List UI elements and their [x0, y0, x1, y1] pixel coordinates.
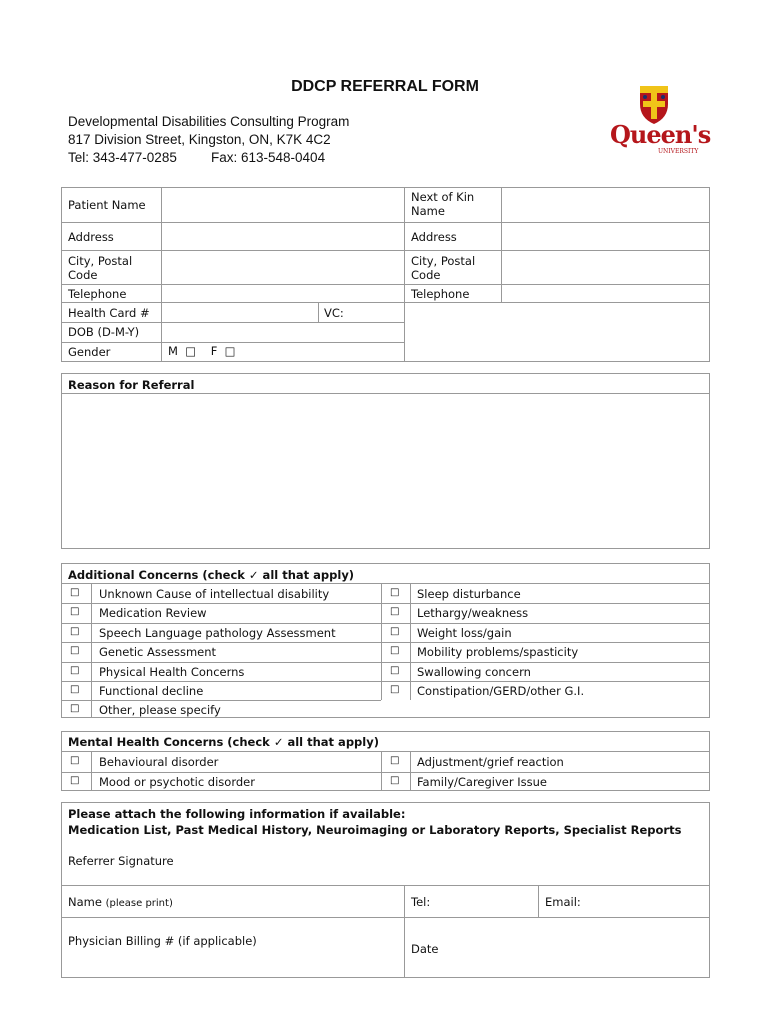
checkbox[interactable]: □	[70, 684, 80, 695]
checkbox[interactable]: □	[390, 625, 400, 637]
attach-instruction: Please attach the following information if available:	[68, 807, 406, 821]
checkbox[interactable]: □	[70, 645, 80, 657]
vc-label: VC:	[324, 306, 344, 320]
patient-telephone-label: Telephone	[68, 287, 127, 301]
checkbox[interactable]: □	[70, 755, 80, 766]
concern-item-label: Genetic Assessment	[99, 645, 217, 660]
org-address: 817 Division Street, Kingston, ON, K7K 4C2	[68, 132, 331, 147]
patient-city-field[interactable]	[163, 252, 402, 283]
reason-text-area[interactable]	[63, 395, 708, 547]
concern-item-label: Lethargy/weakness	[417, 606, 529, 621]
checkbox[interactable]: □	[70, 703, 80, 715]
logo-wordmark: Queen's	[610, 120, 711, 149]
date-label: Date	[411, 942, 439, 956]
health-card-field[interactable]	[163, 304, 316, 321]
attach-documents-list: Medication List, Past Medical History, Neuroimaging or Laboratory Reports, Specialist Reports	[68, 823, 682, 837]
kin-address-label: Address	[411, 230, 457, 244]
tel-label: Tel:	[411, 895, 431, 909]
date-field[interactable]	[450, 920, 708, 976]
kin-telephone-field[interactable]	[503, 286, 708, 301]
concern-item-label: Physical Health Concerns	[99, 664, 245, 679]
queens-logo	[610, 80, 710, 160]
kin-city-field[interactable]	[503, 252, 708, 283]
gender-checkboxes[interactable]: M □ F □	[168, 344, 236, 358]
kin-name-field[interactable]	[503, 189, 708, 221]
checkbox[interactable]: □	[390, 774, 400, 786]
health-card-label: Health Card #	[68, 306, 150, 320]
org-name: Developmental Disabilities Consulting Program	[68, 114, 350, 129]
patient-address-label: Address	[68, 230, 114, 244]
checkbox[interactable]: □	[390, 684, 400, 695]
checkbox[interactable]: □	[390, 606, 400, 618]
referrer-signature-label: Referrer Signature	[68, 854, 174, 868]
concern-item-label: Unknown Cause of intellectual disability	[99, 587, 330, 601]
kin-city-label: City, Postal Code	[411, 254, 476, 282]
checkbox[interactable]: □	[70, 774, 80, 786]
concern-item-label: Speech Language pathology Assessment	[99, 625, 336, 640]
patient-address-field[interactable]	[163, 224, 402, 249]
referrer-name-field[interactable]	[180, 887, 402, 916]
concern-item-label: Adjustment/grief reaction	[417, 755, 564, 769]
patient-name-field[interactable]	[163, 189, 402, 221]
checkbox[interactable]: □	[390, 645, 400, 657]
org-tel: Tel: 343-477-0285	[68, 150, 177, 165]
name-label-hint: (please print)	[105, 898, 173, 909]
page-title: DDCP REFERRAL FORM	[291, 78, 479, 95]
referrer-name-label	[68, 895, 173, 911]
checkbox[interactable]: □	[70, 664, 80, 676]
logo-subtext: UNIVERSITY	[658, 148, 699, 155]
checkbox[interactable]: □	[390, 755, 400, 766]
concern-item-label: Mobility problems/spasticity	[417, 645, 579, 660]
tel-field[interactable]	[440, 887, 536, 916]
concern-item-label: Weight loss/gain	[417, 625, 512, 640]
patient-name-label: Patient Name	[68, 198, 146, 212]
patient-city-label: City, Postal Code	[68, 254, 133, 282]
dob-label: DOB (D-M-Y)	[68, 325, 140, 339]
patient-telephone-field[interactable]	[163, 286, 402, 301]
kin-name-label: Next of Kin Name	[411, 190, 475, 218]
kin-telephone-label: Telephone	[411, 287, 470, 301]
mental-health-title: Mental Health Concerns (check ✓ all that apply)	[68, 735, 379, 749]
concern-item-label: Functional decline	[99, 684, 204, 698]
physician-billing-label: Physician Billing # (if applicable)	[68, 934, 257, 948]
checkbox[interactable]: □	[390, 587, 400, 598]
additional-concerns-title: Additional Concerns (check ✓ all that apply)	[68, 568, 355, 582]
checkbox[interactable]: □	[390, 664, 400, 676]
referrer-signature-field[interactable]	[180, 845, 700, 881]
concern-item-label: Other, please specify	[99, 703, 221, 718]
reason-label: Reason for Referral	[68, 378, 195, 392]
concern-item-label: Behavioural disorder	[99, 755, 219, 769]
gender-label: Gender	[68, 345, 111, 359]
physician-billing-field[interactable]	[63, 952, 402, 976]
checkbox[interactable]: □	[70, 606, 80, 618]
concern-item-label: Medication Review	[99, 606, 207, 621]
org-fax: Fax: 613-548-0404	[211, 150, 326, 165]
concern-item-label: Swallowing concern	[417, 664, 531, 679]
concern-item-label: Mood or psychotic disorder	[99, 774, 255, 789]
concern-item-label: Constipation/GERD/other G.I.	[417, 684, 585, 698]
concern-item-label: Family/Caregiver Issue	[417, 774, 548, 789]
concern-item-label: Sleep disturbance	[417, 587, 521, 601]
email-field[interactable]	[590, 887, 708, 916]
name-label-text: Name	[68, 895, 102, 909]
kin-address-field[interactable]	[503, 224, 708, 249]
checkbox[interactable]: □	[70, 587, 80, 598]
checkbox[interactable]: □	[70, 625, 80, 637]
email-label: Email:	[545, 895, 581, 909]
dob-field[interactable]	[163, 324, 402, 341]
